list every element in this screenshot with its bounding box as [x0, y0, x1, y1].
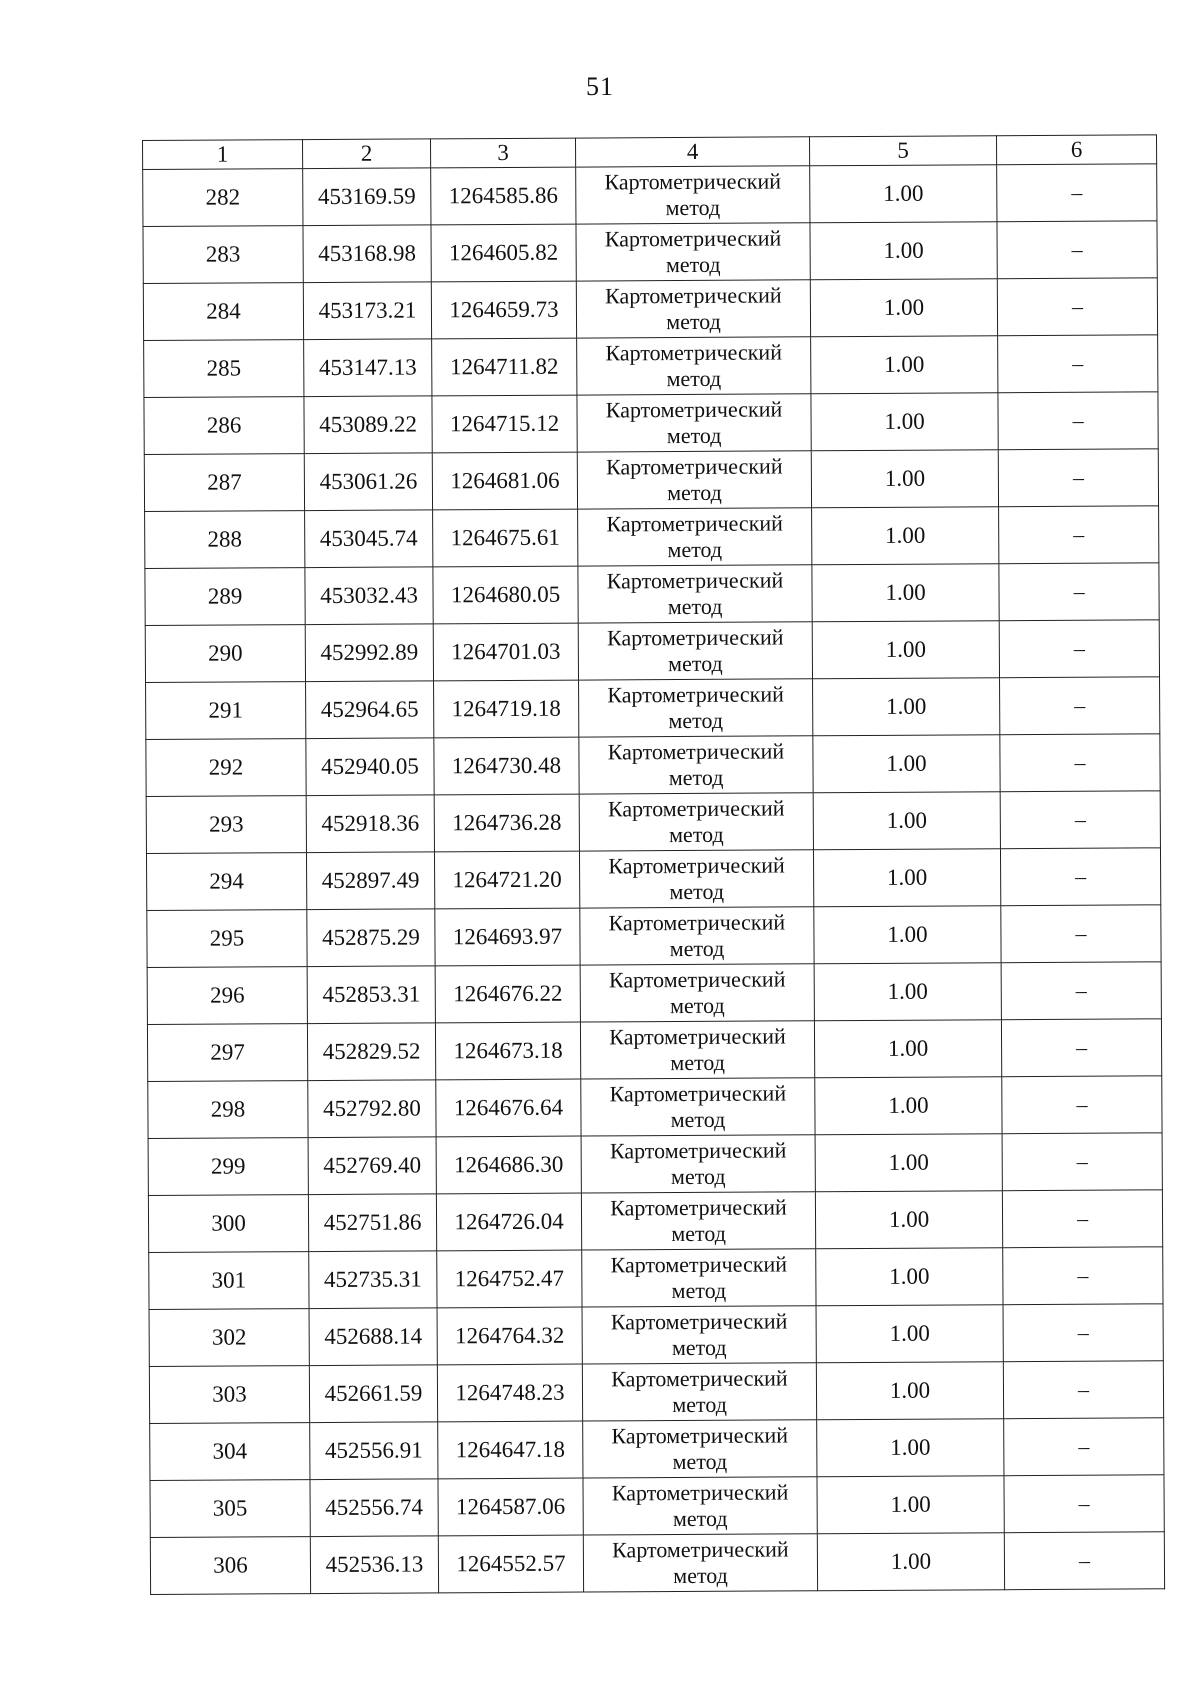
method-line2: метод	[665, 194, 721, 221]
accuracy-cell: 1.00	[811, 450, 998, 508]
y-coordinate-cell: 1264764.32	[437, 1307, 582, 1365]
table-row	[146, 791, 1160, 854]
table-row	[147, 962, 1161, 1025]
point-number-cell: 284	[143, 283, 303, 341]
method-line1: Картометрический	[607, 795, 785, 822]
column-header-5: 5	[809, 136, 996, 166]
method-line1: Картометрический	[606, 510, 783, 537]
y-coordinate-cell: 1264673.18	[435, 1022, 580, 1080]
point-number-cell: 306	[150, 1537, 310, 1595]
note-cell: –	[1003, 1247, 1163, 1305]
method-line2: метод	[666, 308, 721, 335]
point-number-cell: 293	[146, 796, 306, 854]
y-coordinate-cell: 1264686.30	[436, 1136, 581, 1194]
method-line1: Картометрический	[606, 624, 784, 651]
method-cell	[578, 622, 812, 680]
method-line2: метод	[670, 1163, 726, 1190]
method-line2: метод	[671, 1277, 727, 1304]
method-cell	[579, 679, 813, 737]
table-row	[143, 221, 1157, 284]
x-coordinate-cell: 453147.13	[304, 339, 432, 397]
x-coordinate-cell: 452751.86	[308, 1194, 436, 1252]
method-cell	[583, 1477, 817, 1535]
point-number-cell: 297	[147, 1024, 307, 1082]
method-line2: метод	[668, 764, 724, 791]
point-number-cell: 290	[145, 625, 305, 683]
point-number-cell: 298	[148, 1081, 308, 1139]
accuracy-cell: 1.00	[815, 1134, 1002, 1192]
method-cell	[577, 451, 811, 509]
method-line1: Картометрический	[611, 1365, 788, 1392]
point-number-cell: 301	[149, 1252, 309, 1310]
x-coordinate-cell: 452556.91	[310, 1422, 438, 1480]
coordinates-table-wrapper	[142, 134, 1164, 1595]
method-line1: Картометрический	[608, 966, 786, 993]
y-coordinate-cell: 1264701.03	[433, 623, 578, 681]
y-coordinate-cell: 1264715.12	[432, 395, 577, 453]
method-line2: метод	[665, 251, 721, 278]
table-row	[147, 905, 1161, 968]
method-cell	[583, 1420, 817, 1478]
accuracy-cell: 1.00	[817, 1476, 1004, 1534]
accuracy-cell: 1.00	[813, 849, 1000, 907]
accuracy-cell: 1.00	[810, 279, 997, 337]
y-coordinate-cell: 1264680.05	[433, 566, 578, 624]
y-coordinate-cell: 1264748.23	[437, 1364, 582, 1422]
x-coordinate-cell: 452964.65	[306, 681, 434, 739]
y-coordinate-cell: 1264676.22	[435, 965, 580, 1023]
table-row	[148, 1190, 1162, 1253]
method-cell	[581, 1078, 815, 1136]
method-cell	[578, 508, 812, 566]
method-line2: метод	[670, 1049, 726, 1076]
table-row	[145, 506, 1159, 569]
note-cell: –	[1001, 1019, 1161, 1077]
x-coordinate-cell: 452661.59	[309, 1365, 437, 1423]
y-coordinate-cell: 1264736.28	[434, 794, 579, 852]
method-line1: Картометрический	[609, 1137, 787, 1164]
method-line1: Картометрический	[607, 738, 785, 765]
x-coordinate-cell: 452992.89	[305, 624, 433, 682]
method-line1: Картометрический	[605, 282, 782, 309]
accuracy-cell: 1.00	[812, 621, 999, 679]
accuracy-cell: 1.00	[810, 222, 997, 280]
method-line1: Картометрический	[606, 567, 784, 594]
method-cell	[580, 907, 814, 965]
note-cell: –	[999, 620, 1159, 678]
method-cell	[579, 793, 813, 851]
method-line1: Картометрический	[608, 852, 785, 879]
method-cell	[581, 1192, 815, 1250]
method-cell	[579, 850, 813, 908]
x-coordinate-cell: 453061.26	[304, 453, 432, 511]
note-cell: –	[1000, 848, 1160, 906]
method-line2: метод	[671, 1334, 727, 1361]
method-cell	[580, 964, 814, 1022]
note-cell: –	[999, 563, 1159, 621]
point-number-cell: 300	[148, 1195, 308, 1253]
note-cell: –	[998, 392, 1158, 450]
method-line2: метод	[667, 593, 723, 620]
coordinates-table	[142, 134, 1165, 1595]
point-number-cell: 292	[146, 739, 306, 797]
method-line2: метод	[668, 650, 723, 677]
method-cell	[580, 1021, 814, 1079]
table-row	[146, 677, 1160, 740]
method-line2: метод	[666, 422, 722, 449]
table-row	[145, 620, 1159, 683]
table-row	[149, 1361, 1163, 1424]
method-cell	[582, 1249, 816, 1307]
x-coordinate-cell: 452829.52	[307, 1023, 435, 1081]
note-cell: –	[1004, 1418, 1164, 1476]
x-coordinate-cell: 452536.13	[310, 1536, 438, 1594]
y-coordinate-cell: 1264719.18	[434, 680, 579, 738]
x-coordinate-cell: 453032.43	[305, 567, 433, 625]
method-line1: Картометрический	[605, 396, 783, 423]
point-number-cell: 304	[150, 1423, 310, 1481]
y-coordinate-cell: 1264587.06	[438, 1478, 583, 1536]
method-line2: метод	[672, 1391, 727, 1418]
accuracy-cell: 1.00	[813, 792, 1000, 850]
point-number-cell: 294	[146, 853, 306, 911]
y-coordinate-cell: 1264552.57	[438, 1535, 583, 1593]
note-cell: –	[1002, 1076, 1162, 1134]
y-coordinate-cell: 1264605.82	[431, 224, 576, 282]
table-row	[146, 848, 1160, 911]
note-cell: –	[997, 164, 1157, 222]
point-number-cell: 285	[144, 340, 304, 398]
x-coordinate-cell: 453045.74	[305, 510, 433, 568]
y-coordinate-cell: 1264711.82	[432, 338, 577, 396]
method-line1: Картометрический	[605, 339, 782, 366]
table-row	[144, 392, 1158, 455]
table-row	[149, 1247, 1163, 1310]
x-coordinate-cell: 452792.80	[308, 1080, 436, 1138]
accuracy-cell: 1.00	[817, 1533, 1004, 1591]
note-cell: –	[1003, 1361, 1163, 1419]
method-line1: Картометрический	[610, 1251, 788, 1278]
y-coordinate-cell: 1264721.20	[434, 851, 579, 909]
method-line2: метод	[669, 992, 725, 1019]
accuracy-cell: 1.00	[816, 1362, 1003, 1420]
point-number-cell: 302	[149, 1309, 309, 1367]
point-number-cell: 299	[148, 1138, 308, 1196]
method-line1: Картометрический	[606, 453, 783, 480]
table-row	[147, 1019, 1161, 1082]
accuracy-cell: 1.00	[813, 678, 1000, 736]
x-coordinate-cell: 452875.29	[307, 909, 435, 967]
y-coordinate-cell: 1264681.06	[432, 452, 577, 510]
table-row	[150, 1532, 1164, 1595]
method-line1: Картометрический	[604, 225, 782, 252]
method-line1: Картометрический	[607, 681, 784, 708]
method-cell	[582, 1306, 816, 1364]
note-cell: –	[998, 449, 1158, 507]
note-cell: –	[1000, 791, 1160, 849]
method-cell	[577, 394, 811, 452]
column-header-2: 2	[303, 139, 431, 169]
note-cell: –	[998, 335, 1158, 393]
note-cell: –	[997, 278, 1157, 336]
x-coordinate-cell: 452556.74	[310, 1479, 438, 1537]
x-coordinate-cell: 452897.49	[306, 852, 434, 910]
y-coordinate-cell: 1264647.18	[438, 1421, 583, 1479]
method-line2: метод	[669, 878, 725, 905]
method-cell	[576, 280, 810, 338]
method-line1: Картометрический	[610, 1308, 788, 1335]
table-row	[150, 1475, 1164, 1538]
method-cell	[576, 166, 810, 224]
table-row	[144, 449, 1158, 512]
x-coordinate-cell: 452769.40	[308, 1137, 436, 1195]
note-cell: –	[1000, 677, 1160, 735]
point-number-cell: 283	[143, 226, 303, 284]
method-cell	[576, 223, 810, 281]
x-coordinate-cell: 452688.14	[309, 1308, 437, 1366]
point-number-cell: 288	[145, 511, 305, 569]
point-number-cell: 289	[145, 568, 305, 626]
method-line1: Картометрический	[604, 168, 782, 195]
accuracy-cell: 1.00	[817, 1419, 1004, 1477]
method-cell	[578, 565, 812, 623]
column-header-6: 6	[996, 135, 1156, 165]
method-cell	[582, 1363, 816, 1421]
method-line2: метод	[672, 1448, 728, 1475]
accuracy-cell: 1.00	[814, 1020, 1001, 1078]
method-cell	[583, 1534, 817, 1592]
point-number-cell: 295	[147, 910, 307, 968]
accuracy-cell: 1.00	[812, 507, 999, 565]
accuracy-cell: 1.00	[816, 1248, 1003, 1306]
method-line2: метод	[669, 821, 724, 848]
method-line1: Картометрический	[609, 1023, 786, 1050]
x-coordinate-cell: 452735.31	[309, 1251, 437, 1309]
accuracy-cell: 1.00	[811, 393, 998, 451]
y-coordinate-cell: 1264726.04	[436, 1193, 581, 1251]
method-line2: метод	[667, 536, 723, 563]
note-cell: –	[1002, 1190, 1162, 1248]
table-row	[149, 1304, 1163, 1367]
table-row	[148, 1076, 1162, 1139]
method-line1: Картометрический	[609, 1080, 787, 1107]
method-line2: метод	[667, 479, 722, 506]
note-cell: –	[1003, 1304, 1163, 1362]
accuracy-cell: 1.00	[816, 1305, 1003, 1363]
accuracy-cell: 1.00	[812, 564, 999, 622]
x-coordinate-cell: 452853.31	[307, 966, 435, 1024]
x-coordinate-cell: 453169.59	[303, 168, 431, 226]
method-line2: метод	[668, 707, 724, 734]
point-number-cell: 282	[143, 169, 303, 227]
accuracy-cell: 1.00	[815, 1191, 1002, 1249]
method-line2: метод	[666, 365, 722, 392]
point-number-cell: 286	[144, 397, 304, 455]
note-cell: –	[1004, 1532, 1164, 1590]
point-number-cell: 303	[149, 1366, 309, 1424]
table-row	[143, 164, 1157, 227]
note-cell: –	[1001, 962, 1161, 1020]
column-header-4: 4	[575, 137, 809, 167]
accuracy-cell: 1.00	[813, 735, 1000, 793]
table-row	[150, 1418, 1164, 1481]
y-coordinate-cell: 1264676.64	[436, 1079, 581, 1137]
method-line1: Картометрический	[610, 1194, 787, 1221]
point-number-cell: 287	[144, 454, 304, 512]
note-cell: –	[999, 506, 1159, 564]
table-row	[145, 563, 1159, 626]
note-cell: –	[1002, 1133, 1162, 1191]
method-line2: метод	[673, 1562, 728, 1589]
method-line2: метод	[670, 1106, 726, 1133]
note-cell: –	[1000, 734, 1160, 792]
table-body	[143, 164, 1165, 1595]
y-coordinate-cell: 1264693.97	[435, 908, 580, 966]
method-line2: метод	[671, 1220, 726, 1247]
accuracy-cell: 1.00	[811, 336, 998, 394]
x-coordinate-cell: 452940.05	[306, 738, 434, 796]
note-cell: –	[1004, 1475, 1164, 1533]
method-line1: Картометрический	[611, 1479, 789, 1506]
accuracy-cell: 1.00	[814, 963, 1001, 1021]
method-cell	[577, 337, 811, 395]
accuracy-cell: 1.00	[815, 1077, 1002, 1135]
method-cell	[579, 736, 813, 794]
y-coordinate-cell: 1264585.86	[431, 167, 576, 225]
accuracy-cell: 1.00	[810, 165, 997, 223]
method-line1: Картометрический	[612, 1536, 789, 1563]
note-cell: –	[1001, 905, 1161, 963]
x-coordinate-cell: 452918.36	[306, 795, 434, 853]
method-line2: метод	[669, 935, 725, 962]
column-header-1: 1	[143, 140, 303, 170]
table-row	[148, 1133, 1162, 1196]
page-number: 51	[586, 72, 614, 101]
x-coordinate-cell: 453168.98	[303, 225, 431, 283]
method-line1: Картометрический	[611, 1422, 789, 1449]
y-coordinate-cell: 1264730.48	[434, 737, 579, 795]
y-coordinate-cell: 1264675.61	[433, 509, 578, 567]
point-number-cell: 291	[146, 682, 306, 740]
table-row	[143, 278, 1157, 341]
method-line2: метод	[672, 1505, 728, 1532]
table-row	[146, 734, 1160, 797]
accuracy-cell: 1.00	[814, 906, 1001, 964]
method-cell	[581, 1135, 815, 1193]
method-line1: Картометрический	[608, 909, 786, 936]
column-header-3: 3	[430, 138, 575, 168]
note-cell: –	[997, 221, 1157, 279]
point-number-cell: 296	[147, 967, 307, 1025]
table-row	[144, 335, 1158, 398]
x-coordinate-cell: 453173.21	[303, 282, 431, 340]
y-coordinate-cell: 1264752.47	[437, 1250, 582, 1308]
point-number-cell: 305	[150, 1480, 310, 1538]
y-coordinate-cell: 1264659.73	[431, 281, 576, 339]
x-coordinate-cell: 453089.22	[304, 396, 432, 454]
